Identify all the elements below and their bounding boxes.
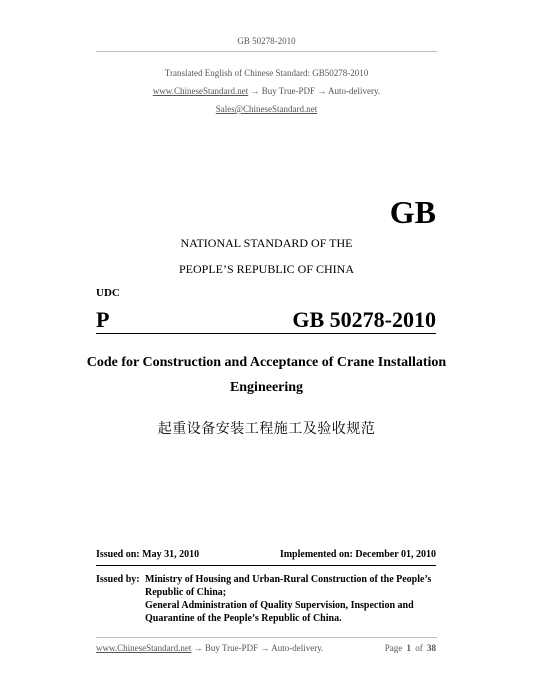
issued-by-line3: General Administration of Quality Supervision, Inspection and: [145, 600, 414, 611]
arrow-icon: →: [317, 86, 327, 96]
total-pages: 38: [427, 643, 436, 653]
page-number: 1: [406, 643, 411, 653]
gb-logo: GB: [389, 194, 436, 230]
page-indicator: [385, 643, 436, 653]
arrow-icon: →: [193, 643, 203, 653]
arrow-icon: →: [260, 643, 270, 653]
title-en-line1: Code for Construction and Acceptance of Crane Installation: [86, 355, 447, 370]
title-zh: 起重设备安装工程施工及验收规范: [157, 422, 376, 437]
issued-by-line2: Republic of China;: [145, 587, 227, 598]
running-title: GB 50278-2010: [237, 36, 296, 46]
of-label: of: [415, 643, 423, 653]
issued-by-line1: Ministry of Housing and Urban-Rural Construction of the People’s: [145, 574, 432, 585]
issued-by-line4: Quarantine of the People’s Republic of China.: [145, 613, 342, 624]
footer-buy-true-pdf-link[interactable]: Buy True-PDF: [204, 643, 259, 653]
issued-on: Issued on: May 31, 2010: [96, 549, 200, 560]
dates-rule: [96, 565, 436, 566]
national-standard-line1: NATIONAL STANDARD OF THE: [180, 236, 353, 250]
buy-true-pdf-link[interactable]: Buy True-PDF: [261, 86, 315, 96]
arrow-icon: →: [250, 86, 260, 96]
implemented-on: Implemented on: December 01, 2010: [279, 549, 436, 560]
header-rule: [96, 51, 437, 52]
email-link[interactable]: Sales@ChineseStandard.net: [215, 104, 318, 114]
standard-number: GB 50278-2010: [292, 307, 436, 332]
national-standard-line2: PEOPLE’S REPUBLIC OF CHINA: [178, 262, 355, 276]
footer-rule: [96, 637, 437, 638]
standard-rule: [96, 333, 436, 334]
classification-letter: P: [96, 307, 110, 332]
issued-by-label: Issued by:: [96, 574, 140, 585]
site-link[interactable]: www.ChineseStandard.net: [152, 86, 249, 96]
translated-line: Translated English of Chinese Standard: GB50278-2010: [164, 68, 369, 78]
email-row: [0, 104, 533, 114]
footer-auto-delivery-text: Auto-delivery.: [271, 643, 324, 653]
header-links: [0, 86, 533, 96]
page-label: Page: [384, 643, 403, 653]
footer-links: [96, 643, 323, 653]
auto-delivery-text: Auto-delivery.: [328, 86, 381, 96]
udc-label: UDC: [96, 287, 120, 299]
footer-site-link[interactable]: www.ChineseStandard.net: [96, 643, 192, 653]
title-en-line2: Engineering: [229, 380, 304, 395]
